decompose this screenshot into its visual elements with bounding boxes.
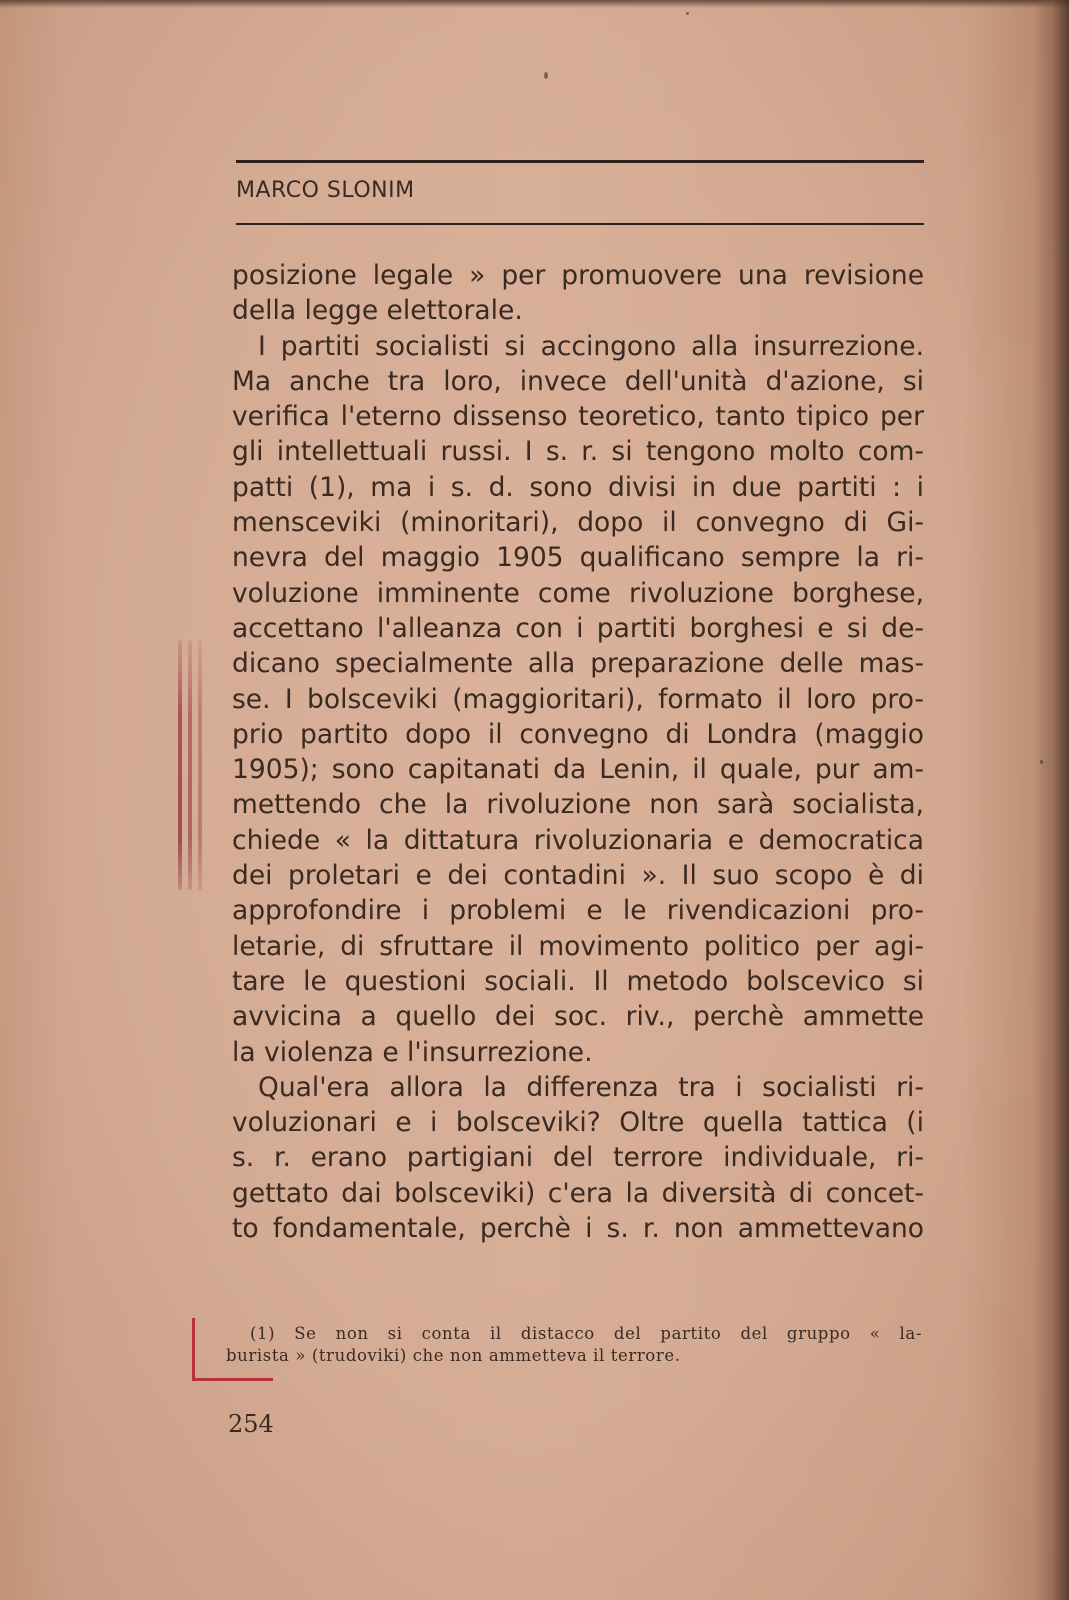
text-line: Qual'era allora la differenza tra i socialisti ri- <box>258 1071 924 1103</box>
text-line: mensceviki (minoritari), dopo il convegno di Gi- <box>232 507 924 539</box>
text-line: dicano specialmente alla preparazione delle mas- <box>232 648 924 680</box>
pencil-stroke <box>178 640 182 890</box>
text-line: approfondire i problemi e le rivendicazioni pro- <box>232 895 924 927</box>
footnote-line: (1) Se non si conta il distacco del partito del gruppo « la- <box>250 1324 922 1343</box>
text-line: gli intellettuali russi. I s. r. si tengono molto com- <box>232 436 924 468</box>
text-line: voluzionari e i bolsceviki? Oltre quella tattica (i <box>232 1107 924 1139</box>
text-line: verifica l'eterno dissenso teoretico, tanto tipico per <box>232 401 924 433</box>
page-number: 254 <box>228 1410 274 1438</box>
text-line: I partiti socialisti si accingono alla insurrezione. <box>258 330 924 362</box>
text-line: patti (1), ma i s. d. sono divisi in due partiti : i <box>232 471 924 503</box>
text-line: voluzione imminente come rivoluzione borghese, <box>232 577 924 609</box>
text-line: 1905); sono capitanati da Lenin, il quale, pur am- <box>232 754 924 786</box>
footnote-line: burista » (trudoviki) che non ammetteva il terrore. <box>226 1346 681 1365</box>
text-line: letarie, di sfruttare il movimento politico per agi- <box>232 930 924 962</box>
footnote <box>226 1323 922 1367</box>
text-line: tare le questioni sociali. Il metodo bolscevico si <box>232 965 924 997</box>
text-line: gettato dai bolsceviki) c'era la diversità di concet- <box>232 1177 924 1209</box>
pencil-stroke <box>198 640 202 890</box>
text-line: dei proletari e dei contadini ». Il suo scopo è di <box>232 860 924 892</box>
text-line: se. I bolsceviki (maggioritari), formato il loro pro- <box>232 683 924 715</box>
text-line: chiede « la dittatura rivoluzionaria e democratica <box>232 824 924 856</box>
page-top-edge <box>0 0 1069 8</box>
text-line: to fondamentale, perchè i s. r. non ammettevano <box>232 1213 924 1245</box>
body-text <box>232 258 924 1246</box>
text-line: accettano l'alleanza con i partiti borghesi e si de- <box>232 612 924 644</box>
paper-speck <box>1040 760 1043 764</box>
text-line: Ma anche tra loro, invece dell'unità d'azione, si <box>232 365 924 397</box>
text-line: nevra del maggio 1905 qualificano sempre la ri- <box>232 542 924 574</box>
text-line: mettendo che la rivoluzione non sarà socialista, <box>232 789 924 821</box>
text-line: prio partito dopo il convegno di Londra (maggio <box>232 718 924 750</box>
paper-speck <box>544 72 548 79</box>
header-rule-top <box>236 160 924 163</box>
text-line: posizione legale » per promuovere una revisione <box>232 260 924 291</box>
paper-speck <box>686 12 689 15</box>
pencil-stroke <box>188 640 192 890</box>
text-line: della legge elettorale. <box>232 295 523 327</box>
text-line: avvicina a quello dei soc. riv., perchè ammette <box>232 1001 924 1033</box>
header-rule-bottom <box>236 223 924 225</box>
text-line: s. r. erano partigiani del terrore individuale, ri- <box>232 1142 924 1174</box>
running-head: MARCO SLONIM <box>236 178 415 203</box>
margin-pencil-mark <box>176 640 206 890</box>
text-line: la violenza e l'insurrezione. <box>232 1036 593 1068</box>
page-right-edge-shadow <box>1033 0 1069 1600</box>
